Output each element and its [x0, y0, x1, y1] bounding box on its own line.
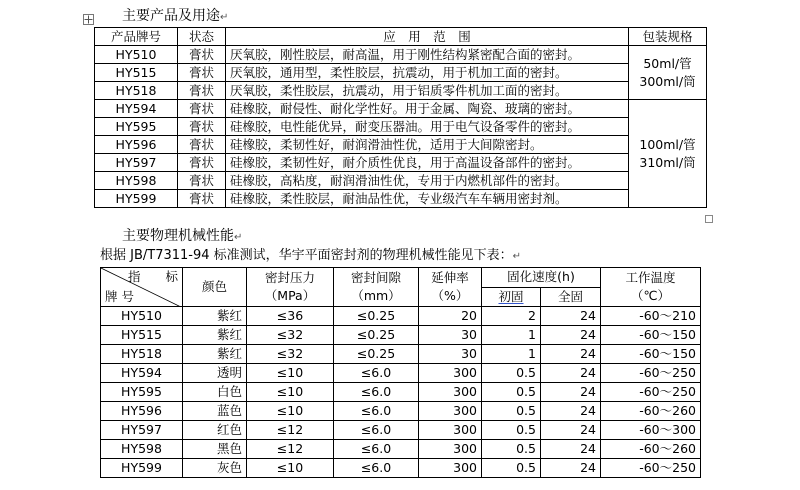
prop-elongation: 300 [419, 402, 482, 421]
prop-gap: ≤0.25 [334, 326, 419, 345]
table-row [101, 421, 701, 440]
paragraph-mark-icon: ↵ [512, 251, 522, 262]
table-row [95, 172, 707, 190]
product-model: HY595 [95, 118, 178, 136]
package-size: 50ml/管 [643, 55, 692, 71]
header-package: 包装规格 [629, 28, 707, 46]
product-usage: 硅橡胶，高粘度，耐润滑油性优，专用于内燃机部件的密封。 [226, 172, 629, 190]
product-state: 膏状 [178, 64, 226, 82]
prop-gap: ≤6.0 [334, 440, 419, 459]
header-model: 产品牌号 [95, 28, 178, 46]
product-usage: 厌氧胶，通用型，柔性胶层，抗震动，用于机加工面的密封。 [226, 64, 629, 82]
prop-gap: ≤0.25 [334, 345, 419, 364]
prop-cure-full: 24 [541, 383, 601, 402]
prop-pressure: ≤36 [247, 307, 334, 326]
header-diagonal-cell [101, 268, 183, 307]
header-cure-initial: 初固 [482, 287, 541, 307]
paragraph-mark-icon: ↵ [234, 232, 243, 243]
package-size: 100ml/管 [639, 136, 696, 152]
table-row [95, 190, 707, 208]
prop-model: HY596 [101, 402, 183, 421]
prop-model: HY599 [101, 459, 183, 478]
product-state: 膏状 [178, 154, 226, 172]
product-state: 膏状 [178, 100, 226, 118]
prop-elongation: 300 [419, 440, 482, 459]
prop-gap: ≤6.0 [334, 364, 419, 383]
table-row [95, 64, 707, 82]
header-cure-full: 全固 [541, 287, 601, 307]
product-model: HY518 [95, 82, 178, 100]
header-cure-speed: 固化速度(h) [482, 268, 601, 288]
prop-cure-initial: 0.5 [482, 402, 541, 421]
prop-cure-initial: 0.5 [482, 421, 541, 440]
prop-temperature: -60～260 [601, 402, 701, 421]
prop-elongation: 300 [419, 421, 482, 440]
prop-pressure: ≤32 [247, 345, 334, 364]
product-model: HY515 [95, 64, 178, 82]
prop-model: HY595 [101, 383, 183, 402]
prop-pressure: ≤10 [247, 364, 334, 383]
prop-pressure: ≤10 [247, 459, 334, 478]
product-state: 膏状 [178, 190, 226, 208]
product-usage: 硅橡胶，电性能优异，耐变压器油。用于电气设备零件的密封。 [226, 118, 629, 136]
table-row [101, 383, 701, 402]
product-model: HY596 [95, 136, 178, 154]
table-row [101, 307, 701, 326]
product-usage: 厌氧胶，柔性胶层，抗震动，用于铝质零件机加工面的密封。 [226, 82, 629, 100]
prop-color: 黑色 [183, 440, 247, 459]
table-row [101, 440, 701, 459]
product-state: 膏状 [178, 136, 226, 154]
prop-gap: ≤0.25 [334, 307, 419, 326]
table-move-handle-icon[interactable] [83, 14, 94, 25]
product-model: HY510 [95, 46, 178, 64]
prop-cure-full: 24 [541, 440, 601, 459]
prop-color: 紫红 [183, 326, 247, 345]
table-row [95, 46, 707, 64]
prop-temperature: -60～250 [601, 459, 701, 478]
product-state: 膏状 [178, 46, 226, 64]
prop-gap: ≤6.0 [334, 383, 419, 402]
prop-cure-full: 24 [541, 307, 601, 326]
prop-elongation: 300 [419, 364, 482, 383]
header-model: 牌 号 [105, 289, 134, 304]
prop-color: 紫红 [183, 345, 247, 364]
section1-heading: 主要产品及用途↵ [122, 8, 229, 24]
table-resize-handle[interactable] [705, 215, 713, 223]
product-state: 膏状 [178, 172, 226, 190]
product-model: HY594 [95, 100, 178, 118]
prop-cure-full: 24 [541, 326, 601, 345]
prop-temperature: -60～150 [601, 326, 701, 345]
prop-pressure: ≤12 [247, 440, 334, 459]
package-group-1 [629, 46, 707, 100]
product-usage: 硅橡胶，柔韧性好，耐介质性优良，用于高温设备部件的密封。 [226, 154, 629, 172]
prop-model: HY518 [101, 345, 183, 364]
header-state: 状态 [178, 28, 226, 46]
header-indicator: 指 标 [127, 269, 178, 284]
prop-cure-full: 24 [541, 402, 601, 421]
table-row [101, 402, 701, 421]
products-table [94, 27, 707, 208]
prop-cure-full: 24 [541, 364, 601, 383]
prop-pressure: ≤10 [247, 402, 334, 421]
product-model: HY597 [95, 154, 178, 172]
prop-pressure: ≤12 [247, 421, 334, 440]
header-usage: 应 用 范 围 [226, 28, 629, 46]
package-size: 300ml/筒 [639, 73, 696, 89]
prop-cure-initial: 2 [482, 307, 541, 326]
prop-model: HY594 [101, 364, 183, 383]
prop-cure-initial: 0.5 [482, 364, 541, 383]
prop-elongation: 300 [419, 459, 482, 478]
prop-temperature: -60～250 [601, 364, 701, 383]
properties-table [100, 267, 701, 478]
prop-gap: ≤6.0 [334, 421, 419, 440]
product-state: 膏状 [178, 118, 226, 136]
prop-gap: ≤6.0 [334, 402, 419, 421]
table-row [95, 136, 707, 154]
package-group-2 [629, 100, 707, 208]
prop-elongation: 30 [419, 326, 482, 345]
table-header-row [95, 28, 707, 46]
prop-pressure: ≤32 [247, 326, 334, 345]
prop-cure-initial: 0.5 [482, 440, 541, 459]
product-usage: 硅橡胶，耐侵性、耐化学性好。用于金属、陶瓷、玻璃的密封。 [226, 100, 629, 118]
prop-temperature: -60～260 [601, 440, 701, 459]
prop-elongation: 30 [419, 345, 482, 364]
prop-temperature: -60～150 [601, 345, 701, 364]
prop-cure-initial: 1 [482, 345, 541, 364]
prop-elongation: 300 [419, 383, 482, 402]
prop-color: 蓝色 [183, 402, 247, 421]
product-model: HY599 [95, 190, 178, 208]
prop-cure-full: 24 [541, 421, 601, 440]
header-temperature: 工作温度 （℃） [601, 268, 701, 307]
prop-pressure: ≤10 [247, 383, 334, 402]
table-row [101, 345, 701, 364]
prop-cure-initial: 0.5 [482, 383, 541, 402]
product-usage: 硅橡胶，柔韧性好，耐润滑油性优，适用于大间隙密封。 [226, 136, 629, 154]
prop-gap: ≤6.0 [334, 459, 419, 478]
prop-temperature: -60～250 [601, 383, 701, 402]
table-header-row [101, 268, 701, 288]
table-row [95, 118, 707, 136]
section2-intro: 根据 JB/T7311-94 标准测试，华宇平面密封剂的物理机械性能见下表：↵ [100, 248, 522, 263]
header-elongation: 延伸率 （%） [419, 268, 482, 307]
product-state: 膏状 [178, 82, 226, 100]
header-gap: 密封间隙 （mm） [334, 268, 419, 307]
prop-model: HY597 [101, 421, 183, 440]
prop-color: 白色 [183, 383, 247, 402]
product-usage: 厌氧胶，刚性胶层，耐高温，用于刚性结构紧密配合面的密封。 [226, 46, 629, 64]
header-pressure: 密封压力 （MPa） [247, 268, 334, 307]
package-size: 310ml/筒 [639, 154, 696, 170]
prop-cure-initial: 0.5 [482, 459, 541, 478]
table-row [101, 459, 701, 478]
prop-model: HY510 [101, 307, 183, 326]
prop-color: 红色 [183, 421, 247, 440]
prop-temperature: -60～210 [601, 307, 701, 326]
prop-color: 紫红 [183, 307, 247, 326]
prop-cure-full: 24 [541, 459, 601, 478]
prop-cure-full: 24 [541, 345, 601, 364]
product-model: HY598 [95, 172, 178, 190]
prop-temperature: -60～300 [601, 421, 701, 440]
section2-heading: 主要物理机械性能↵ [122, 228, 243, 244]
table-row [101, 326, 701, 345]
table-row [101, 364, 701, 383]
prop-color: 灰色 [183, 459, 247, 478]
prop-model: HY598 [101, 440, 183, 459]
table-row [95, 100, 707, 118]
paragraph-mark-icon: ↵ [220, 12, 229, 23]
prop-elongation: 20 [419, 307, 482, 326]
prop-cure-initial: 1 [482, 326, 541, 345]
table-row [95, 154, 707, 172]
prop-color: 透明 [183, 364, 247, 383]
header-color: 颜色 [183, 268, 247, 307]
table-row [95, 82, 707, 100]
product-usage: 硅橡胶，柔性胶层，耐油品性优，专业级汽车车辆用密封剂。 [226, 190, 629, 208]
prop-model: HY515 [101, 326, 183, 345]
